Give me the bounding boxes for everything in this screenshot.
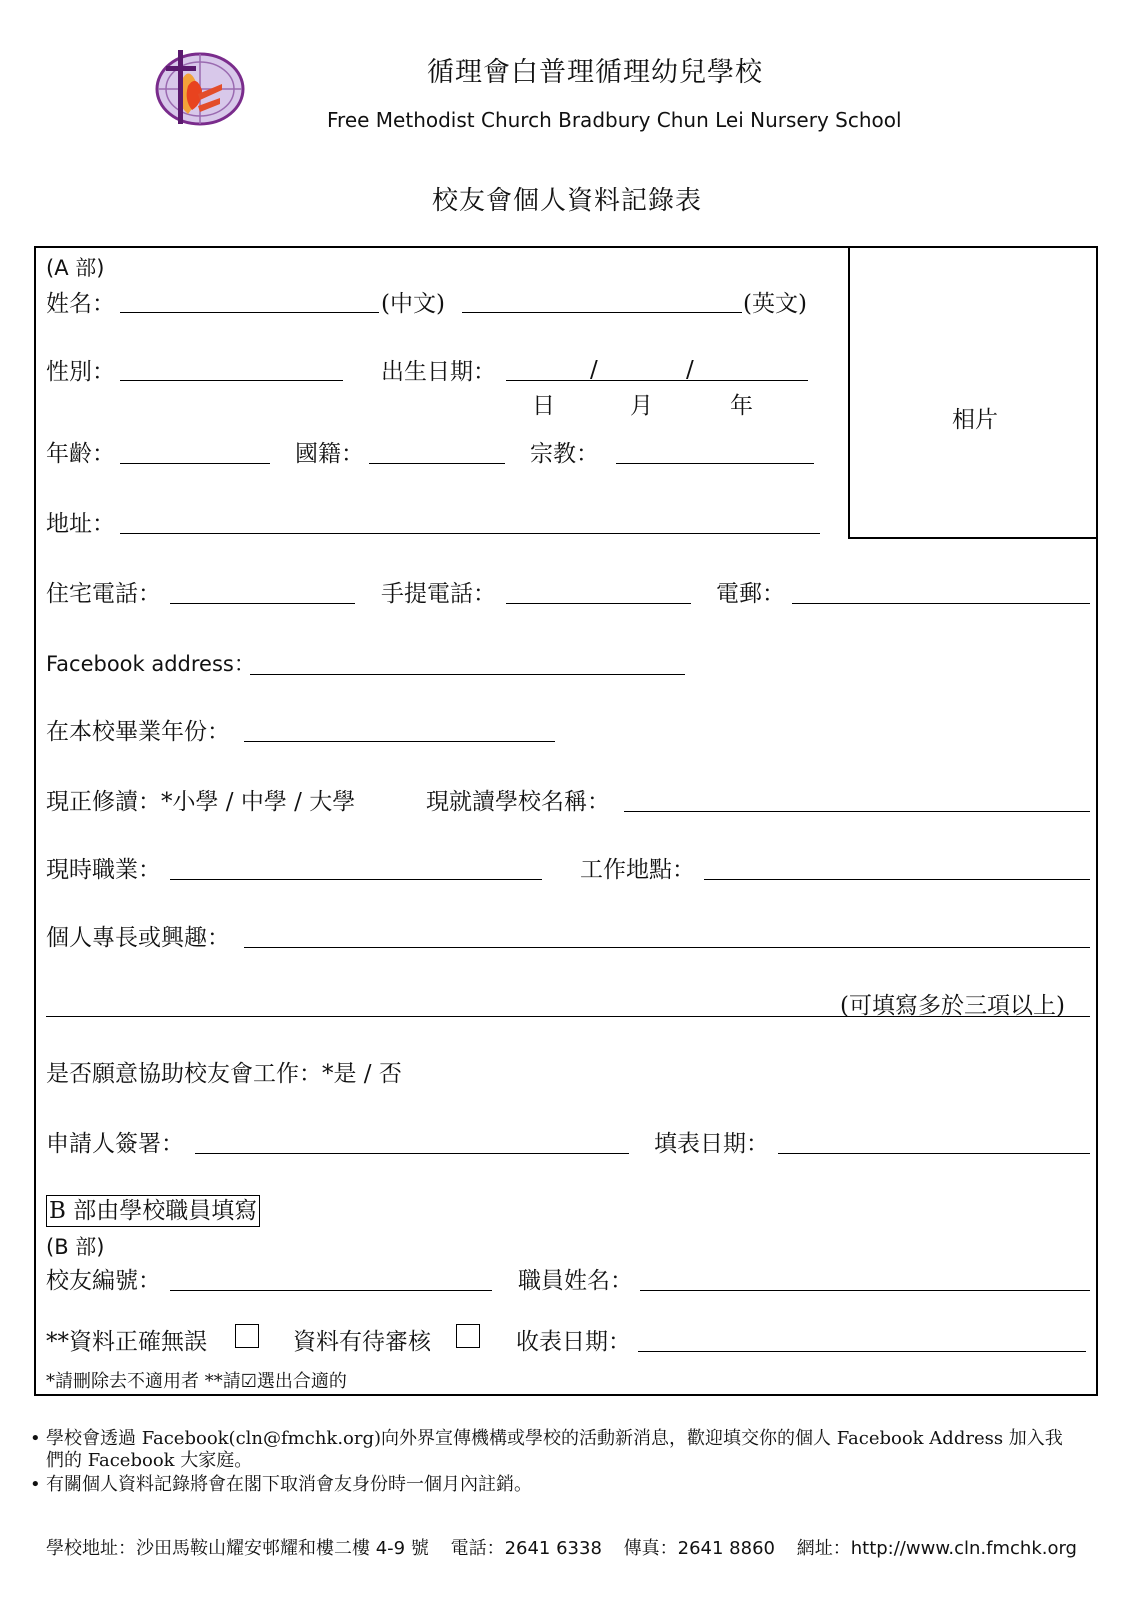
occupation-label: 現時職業：: [46, 857, 161, 883]
email-field[interactable]: [792, 603, 1090, 604]
signature-field[interactable]: [195, 1153, 629, 1154]
dob-day-label: 日: [532, 393, 555, 419]
photo-label: 相片: [952, 407, 998, 433]
staff-name-label: 職員姓名：: [518, 1268, 633, 1294]
data-correct-label: **資料正確無誤: [46, 1329, 207, 1355]
current-school-field[interactable]: [624, 811, 1090, 812]
email-label: 電郵：: [716, 581, 785, 607]
receive-date-field[interactable]: [638, 1351, 1086, 1352]
dob-field[interactable]: [506, 380, 808, 381]
dob-month-label: 月: [630, 393, 653, 419]
section-a-label: (A 部): [46, 256, 105, 280]
address-label: 地址：: [46, 511, 115, 537]
form-title: 校友會個人資料記錄表: [432, 186, 703, 216]
fill-date-field[interactable]: [778, 1153, 1090, 1154]
note-text: 有關個人資料記錄將會在閣下取消會友身份時一個月內註銷。: [46, 1474, 532, 1495]
notes-list: [30, 1428, 1080, 1496]
school-name-zh: 循理會白普理循理幼兒學校: [427, 57, 763, 88]
workplace-field[interactable]: [704, 879, 1090, 880]
facebook-field[interactable]: [250, 674, 685, 675]
receive-date-label: 收表日期：: [516, 1329, 631, 1355]
graduation-year-label: 在本校畢業年份：: [46, 719, 230, 745]
hobbies-field[interactable]: [244, 947, 1090, 948]
name-en-field[interactable]: [462, 312, 742, 313]
nationality-field[interactable]: [369, 463, 505, 464]
gender-field[interactable]: [120, 380, 343, 381]
photo-box: [848, 246, 1098, 539]
age-label: 年齡：: [46, 441, 115, 467]
note-item: [30, 1428, 1080, 1472]
mobile-label: 手提電話：: [381, 581, 496, 607]
footer-phone: 電話：2641 6338: [450, 1538, 602, 1559]
hobbies-label: 個人專長或興趣：: [46, 925, 230, 951]
name-zh-suffix: (中文): [381, 291, 445, 317]
signature-label: 申請人簽署：: [46, 1131, 184, 1157]
occupation-field[interactable]: [170, 879, 542, 880]
bullet-icon: •: [30, 1474, 41, 1495]
alumni-number-field[interactable]: [170, 1290, 492, 1291]
current-school-label: 現就讀學校名稱：: [426, 789, 610, 815]
staff-name-field[interactable]: [640, 1290, 1090, 1291]
dob-year-label: 年: [730, 393, 753, 419]
footer-website[interactable]: 網址：http://www.cln.fmchk.org: [796, 1538, 1077, 1559]
gender-label: 性別：: [46, 359, 115, 385]
footer-fax: 傳真：2641 8860: [623, 1538, 775, 1559]
facebook-label: Facebook address：: [46, 652, 255, 676]
footer: [46, 1534, 1077, 1560]
footer-address: 學校地址：沙田馬鞍山耀安邨耀和樓二樓 4-9 號: [46, 1538, 429, 1559]
religion-label: 宗教：: [530, 441, 599, 467]
studying-label: 現正修讀：*小學 / 中學 / 大學: [46, 789, 356, 815]
workplace-label: 工作地點：: [580, 857, 695, 883]
name-label: 姓名：: [46, 291, 115, 317]
dob-label: 出生日期：: [381, 359, 496, 385]
volunteer-label: 是否願意協助校友會工作：*是 / 否: [46, 1061, 402, 1087]
name-zh-field[interactable]: [120, 312, 379, 313]
data-pending-label: 資料有待審核: [293, 1329, 431, 1355]
home-phone-field[interactable]: [170, 603, 355, 604]
mobile-field[interactable]: [506, 603, 691, 604]
school-logo: [150, 44, 246, 128]
alumni-number-label: 校友編號：: [46, 1268, 161, 1294]
note-item: [30, 1474, 1080, 1496]
fill-date-label: 填表日期：: [654, 1131, 769, 1157]
section-b-label: (B 部): [46, 1235, 105, 1259]
church-globe-logo-icon: [150, 44, 246, 128]
school-name-en: Free Methodist Church Bradbury Chun Lei Nursery School: [327, 108, 902, 132]
note-text: 學校會透過 Facebook(cln@fmchk.org)向外界宣傳機構或學校的活動新消息，歡迎填交你的個人 Facebook Address 加入我們的 Facebook 大家庭。: [46, 1428, 1063, 1471]
data-correct-checkbox[interactable]: [235, 1324, 259, 1348]
graduation-year-field[interactable]: [244, 741, 555, 742]
dob-separator-2: /: [686, 357, 694, 383]
address-field[interactable]: [120, 533, 820, 534]
hobbies-note: (可填寫多於三項以上): [840, 993, 1065, 1019]
dob-separator-1: /: [590, 357, 598, 383]
section-b-footnote: *請刪除去不適用者 **請☑選出合適的: [46, 1371, 347, 1392]
age-field[interactable]: [120, 463, 270, 464]
section-b-staff-box: B 部由學校職員填寫: [46, 1195, 260, 1227]
nationality-label: 國籍：: [295, 441, 364, 467]
data-pending-checkbox[interactable]: [456, 1324, 480, 1348]
home-phone-label: 住宅電話：: [46, 581, 161, 607]
hobbies-field-2[interactable]: [46, 1016, 1090, 1017]
religion-field[interactable]: [616, 463, 814, 464]
name-en-suffix: (英文): [743, 291, 807, 317]
bullet-icon: •: [30, 1428, 41, 1449]
